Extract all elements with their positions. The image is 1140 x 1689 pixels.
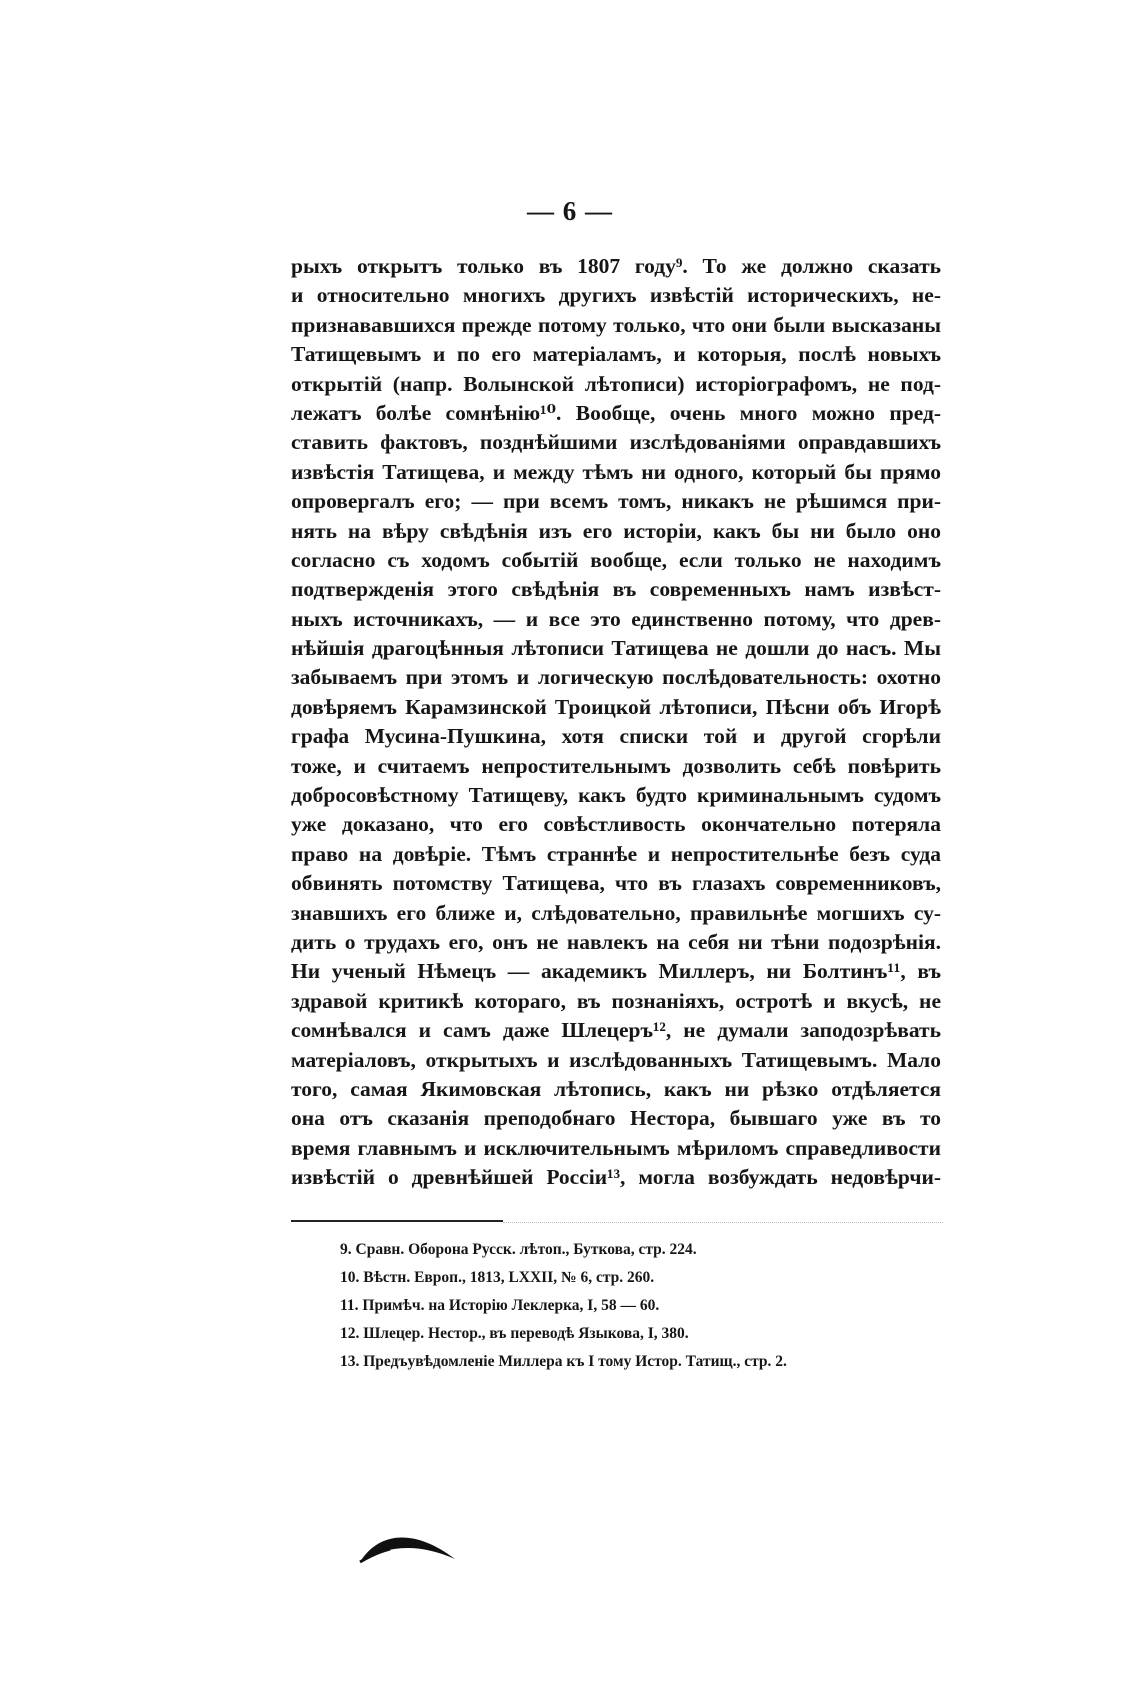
footnotes	[340, 1236, 940, 1376]
text-line: довѣряемъ Карамзинской Троицкой лѣтописи, Пѣсни объ Игорѣ	[291, 694, 941, 719]
text-line: добросовѣстному Татищеву, какъ будто криминальнымъ судомъ	[291, 783, 941, 808]
page-number: — 6 —	[527, 196, 613, 226]
text-line: дить о трудахъ его, онъ не навлекъ на себя ни тѣни подозрѣнія.	[291, 929, 941, 954]
text-line: забываемъ при этомъ и логическую послѣдовательность: охотно	[291, 665, 941, 690]
body-text	[291, 252, 941, 1193]
text-line: нѣйшія драгоцѣнныя лѣтописи Татищева не дошли до насъ. Мы	[291, 636, 941, 661]
text-line: здравой критикѣ котораго, въ познаніяхъ, остротѣ и вкусѣ, не	[291, 988, 941, 1013]
footnote: 12. Шлецер. Нестор., въ переводѣ Языкова, I, 380.	[340, 1325, 689, 1342]
text-line: ставить фактовъ, позднѣйшими изслѣдованіями оправдавшихъ	[291, 430, 941, 455]
text-line: того, самая Якимовская лѣтопись, какъ ни рѣзко отдѣляется	[291, 1076, 941, 1101]
text-line: она отъ сказанія преподобнаго Нестора, бывшаго уже въ то	[291, 1106, 941, 1131]
footnote: 13. Предъувѣдомленіе Миллера къ I тому Истор. Татищ., стр. 2.	[340, 1353, 787, 1370]
text-line: нять на вѣру свѣдѣнія изъ его исторіи, какъ бы ни было оно	[291, 518, 941, 543]
text-line: тоже, и считаемъ непростительнымъ дозволить себѣ повѣрить	[291, 753, 941, 778]
text-line: время главнымъ и исключительнымъ мѣриломъ справедливости	[291, 1135, 941, 1160]
text-line: опровергалъ его; — при всемъ томъ, никакъ не рѣшимся при-	[291, 489, 941, 514]
footnote: 11. Примѣч. на Исторію Леклерка, I, 58 — 60.	[340, 1297, 660, 1314]
text-line: лежатъ болѣе сомнѣнію¹⁰. Вообще, очень много можно пред-	[291, 400, 941, 425]
text-line: сомнѣвался и самъ даже Шлецеръ¹², не думали заподозрѣвать	[291, 1018, 941, 1043]
footnote: 10. Вѣстн. Европ., 1813, LXXII, № 6, стр. 260.	[340, 1269, 655, 1286]
text-line: Ни ученый Нѣмецъ — академикъ Миллеръ, ни Болтинъ¹¹, въ	[291, 959, 941, 984]
text-line: матеріаловъ, открытыхъ и изслѣдованныхъ Татищевымъ. Мало	[291, 1047, 941, 1072]
text-line: подтвержденія этого свѣдѣнія въ современныхъ намъ извѣст-	[291, 577, 941, 602]
footnote-separator-trace	[503, 1222, 943, 1223]
text-line: рыхъ открытъ только въ 1807 году⁹. То же должно сказать	[291, 254, 941, 278]
text-line: ныхъ источникахъ, — и все это единственно потому, что древ-	[291, 606, 941, 631]
text-line: знавшихъ его ближе и, слѣдовательно, правильнѣе могшихъ су-	[291, 900, 941, 925]
text-line: Татищевымъ и по его матеріаламъ, и которыя, послѣ новыхъ	[291, 342, 941, 367]
ornament-flourish-icon	[358, 1525, 458, 1565]
text-line: открытій (напр. Волынской лѣтописи) исторіографомъ, не под-	[291, 371, 941, 396]
text-line: и относительно многихъ другихъ извѣстій историческихъ, не-	[291, 283, 941, 308]
text-line: согласно съ ходомъ событій вообще, если только не находимъ	[291, 547, 941, 572]
text-line: обвинять потомству Татищева, что въ глазахъ современниковъ,	[291, 871, 941, 896]
footnote: 9. Сравн. Оборона Русск. лѣтоп., Буткова, стр. 224.	[340, 1241, 697, 1258]
text-line: уже доказано, что его совѣстливость окончательно потеряла	[291, 812, 941, 837]
text-line: извѣстій о древнѣйшей Россіи¹³, могла возбуждать недовѣрчи-	[291, 1165, 941, 1190]
text-line: извѣстія Татищева, и между тѣмъ ни одного, который бы прямо	[291, 459, 941, 484]
footnote-separator	[291, 1220, 503, 1222]
text-line: графа Мусина-Пушкина, хотя списки той и другой сгорѣли	[291, 724, 941, 749]
text-line: право на довѣріе. Тѣмъ страннѣе и непростительнѣе безъ суда	[291, 841, 941, 866]
text-line: признававшихся прежде потому только, что они были высказаны	[291, 312, 941, 337]
